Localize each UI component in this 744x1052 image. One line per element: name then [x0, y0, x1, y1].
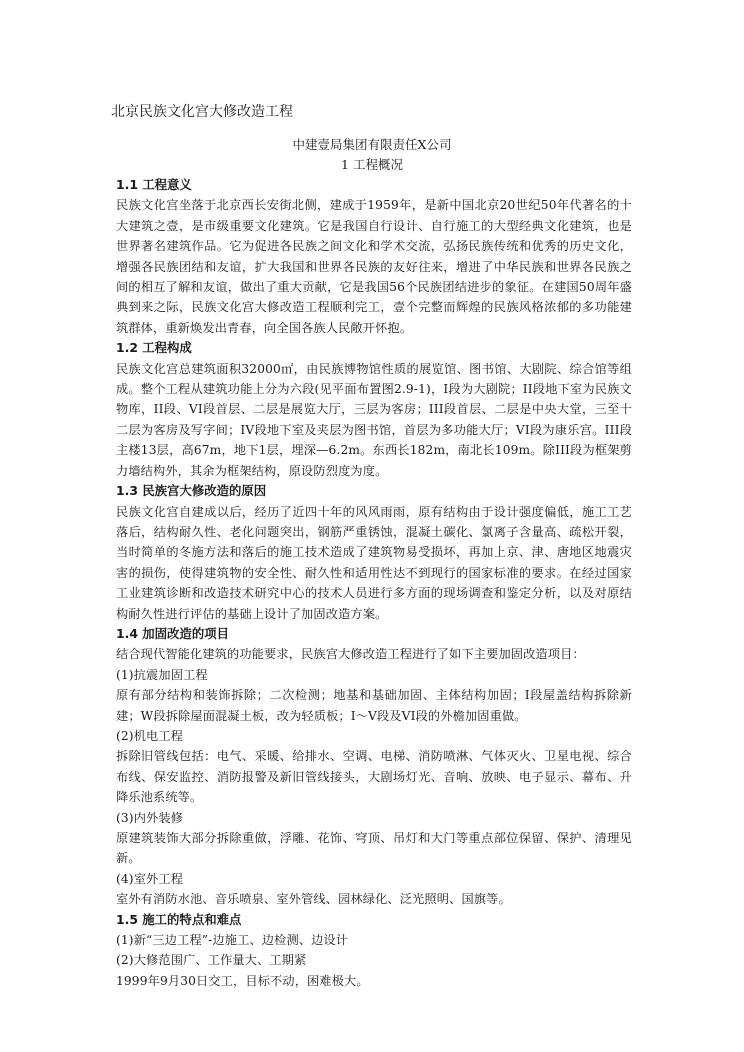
item-label-decoration: (3)内外装修: [116, 810, 184, 825]
section-heading-1-2: 1.2 工程构成: [116, 340, 192, 356]
feature-line-1: (1)新“三边工程”-边施工、边检测、边设计: [116, 933, 349, 948]
section-paragraph-1-1: 民族文化宫坐落于北京西长安街北侧，建成于1959年，是新中国北京20世纪50年代著名的十大建筑之壹，是市级重要文化建筑。它是我国自行设计、自行施工的大型经典文化建筑，也是世界著名建筑作品。它为促进各民族之间文化和学术交流，弘扬民族传统和优秀的历史文化，增强各民族团结和友谊，扩大我国和世界各民族的友好往来，增进了中华民族和世界各民族之间的相互了解和友谊，做出了重大贡献，它是我国56个民族团结进步的象征。在建国50周年盛典到来之际，民族文化宫大修改造工程顺利完工，壹个完整而辉煌的民族风格浓郁的多功能建筑群体，重新焕发出青春，向全国各族人民敞开怀抱。: [116, 198, 632, 335]
chapter-heading: 1 工程概况: [341, 157, 403, 172]
item-label-exterior: (4)室外工程: [116, 871, 184, 886]
section-paragraph-1-2: 民族文化宫总建筑面积32000㎡，由民族博物馆性质的展览馆、图书馆、大剧院、综合馆等组成。整个工程从建筑功能上分为六段(见平面布置图2.9-1)，I段为大剧院；II段地下室为民族文物库，II段、VI段首层、二层是展览大厅，三层为客房；III段首层、二层是中央大堂，三至十二层为客房及写字间；IV段地下室及夹层为图书馆，首层为多功能大厅；VI段为康乐宫。III段主楼13层，高67m，地下1层，埋深—6.2m。东西长182m，南北长109m。除III段为框架剪力墙结构外，其余为框架结构，原设防烈度为度。: [116, 361, 632, 478]
company-name: 中建壹局集团有限责任X公司: [292, 137, 452, 152]
item-label-seismic: (1)抗震加固工程: [116, 667, 208, 682]
document-body: [116, 175, 632, 991]
section-heading-1-4: 1.4 加固改造的项目: [116, 625, 229, 641]
feature-line-2: (2)大修范围广、工作量大、工期紧: [116, 953, 307, 968]
section-intro-1-4: 结合现代智能化建筑的功能要求，民族宫大修改造工程进行了如下主要加固改造项目：: [116, 647, 585, 662]
feature-line-3: 1999年9月30日交工，目标不动，困难极大。: [116, 973, 369, 988]
section-heading-1-1: 1.1 工程意义: [116, 177, 192, 192]
document-title: 北京民族文化宫大修改造工程: [111, 104, 293, 120]
item-label-mep: (2)机电工程: [116, 728, 184, 743]
item-text-seismic: 原有部分结构和装饰拆除；二次检测；地基和基础加固、主体结构加固；I段屋盖结构拆除新建；W段拆除屋面混凝土板，改为轻质板；I～V段及VI段的外檐加固重做。: [116, 688, 632, 723]
item-text-mep: 拆除旧管线包括：电气、采暖、给排水、空调、电梯、消防喷淋、气体灭火、卫星电视、综合布线、保安监控、消防报警及新旧管线接头，大剧场灯光、音响、放映、电子显示、幕布、升降乐池系统等。: [116, 749, 632, 805]
item-text-exterior: 室外有消防水池、音乐喷泉、室外管线、园林绿化、泛光照明、国旗等。: [116, 892, 511, 907]
item-text-decoration: 原建筑装饰大部分拆除重做，浮雕、花饰、穹顶、吊灯和大门等重点部位保留、保护、清理见新。: [116, 831, 632, 866]
section-paragraph-1-3: 民族文化宫自建成以后，经历了近四十年的风风雨雨，原有结构由于设计强度偏低，施工工艺落后，结构耐久性、老化问题突出，钢筋严重锈蚀，混凝土碳化、氯离子含量高、疏松开裂，当时简单的冬施方法和落后的施工技术造成了建筑物易受损坏，再加上京、津、唐地区地震灾害的损伤，使得建筑物的安全性、耐久性和适用性达不到现行的国家标准的要求。在经过国家工业建筑诊断和改造技术研究中心的技术人员进行多方面的现场调查和鉴定分析，以及对原结构耐久性进行评估的基础上设计了加固改造方案。: [116, 504, 632, 621]
section-heading-1-5: 1.5 施工的特点和难点: [116, 911, 242, 927]
section-heading-1-3: 1.3 民族宫大修改造的原因: [116, 483, 267, 499]
